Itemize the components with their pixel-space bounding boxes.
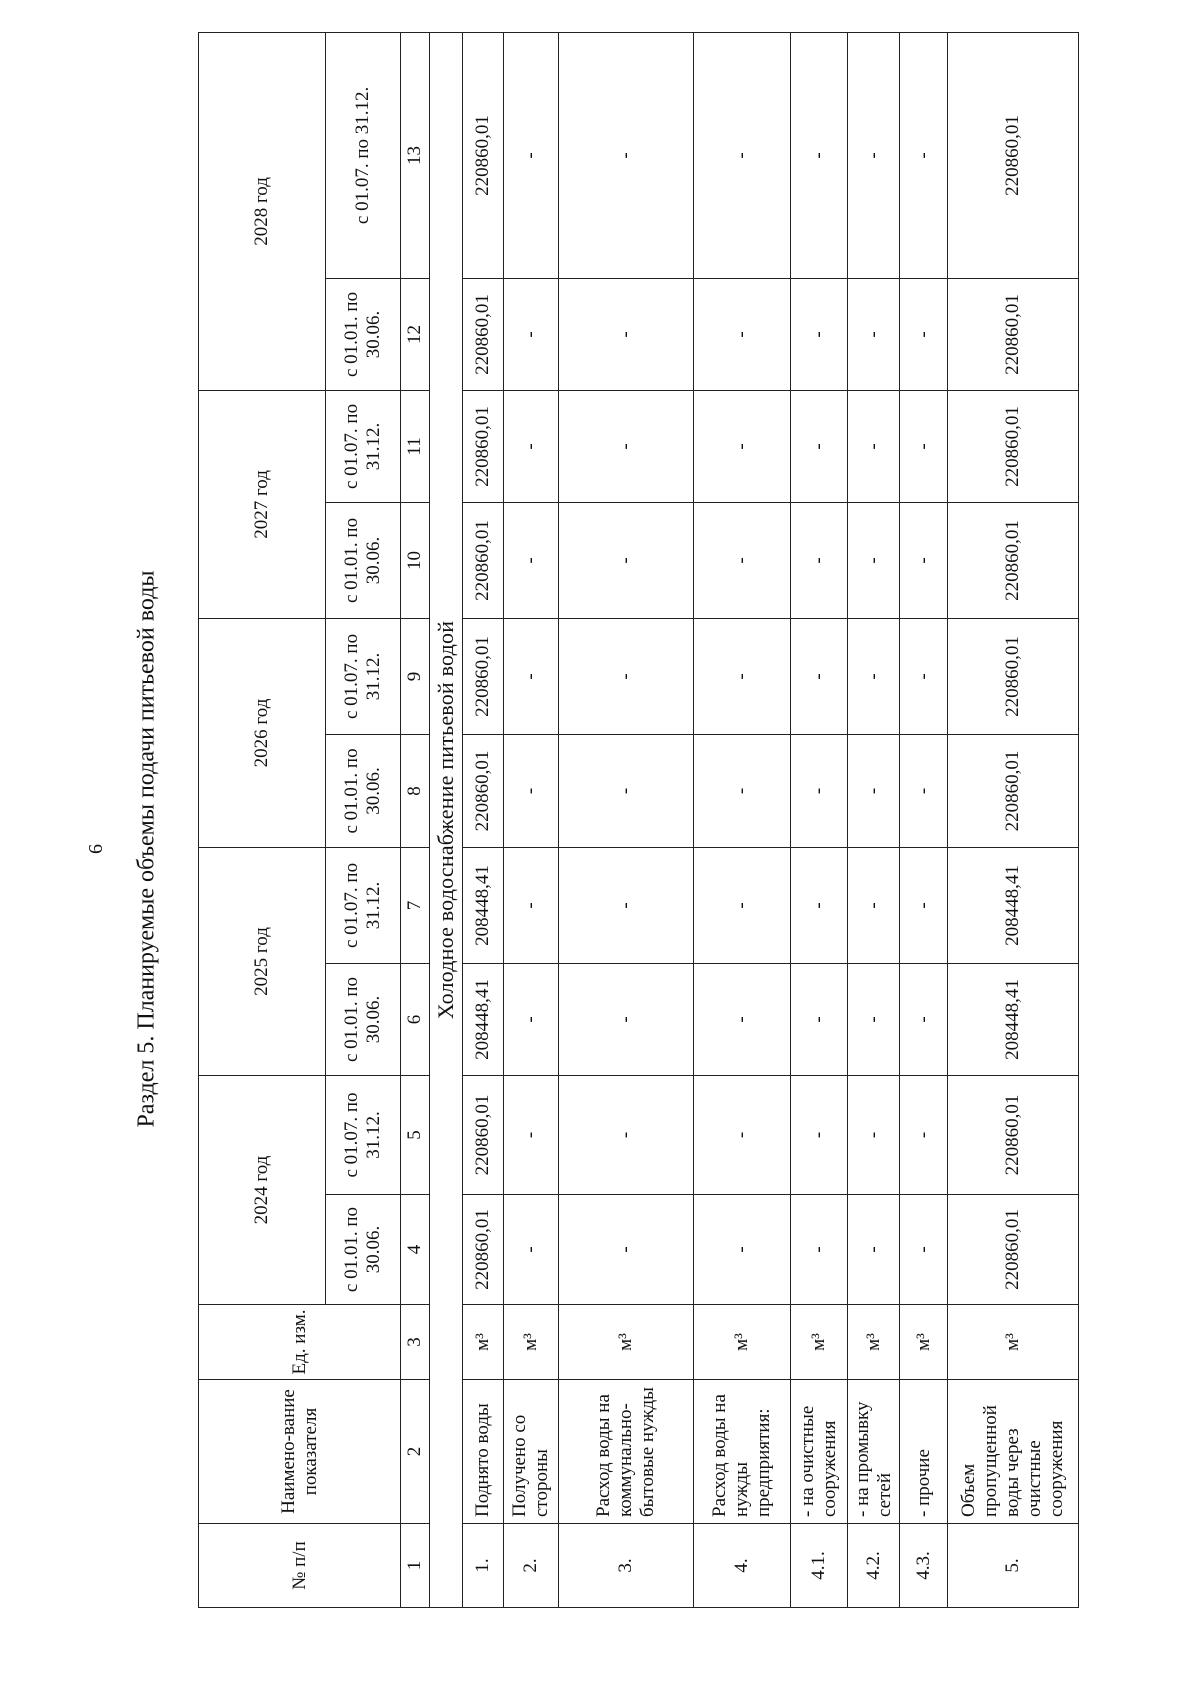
row-unit: м³	[947, 1305, 1078, 1380]
row-value: -	[790, 963, 847, 1075]
row-value: -	[900, 618, 947, 734]
column-number: 8	[401, 734, 430, 847]
section-row	[430, 32, 463, 1607]
water-supply-table	[198, 32, 1079, 1608]
row-value: -	[790, 278, 847, 390]
row-value: -	[503, 1195, 558, 1305]
row-value: -	[558, 963, 694, 1075]
row-value: 220860,01	[947, 390, 1078, 502]
row-value: 220860,01	[462, 618, 503, 734]
row-value: -	[558, 618, 694, 734]
row-value: -	[558, 32, 694, 278]
row-value: 220860,01	[947, 618, 1078, 734]
section-title-text: Раздел 5. Планируемые объемы подачи питьевой воды	[133, 570, 160, 1128]
row-name: - прочие	[900, 1380, 947, 1524]
row-unit: м³	[462, 1305, 503, 1380]
row-value: 208448,41	[947, 847, 1078, 963]
row-value: -	[503, 1075, 558, 1194]
row-value: -	[790, 390, 847, 502]
table-row	[462, 32, 503, 1607]
column-number: 13	[401, 32, 430, 278]
row-value: -	[694, 278, 791, 390]
row-value: 220860,01	[462, 1075, 503, 1194]
row-name: Получено со стороны	[503, 1380, 558, 1524]
column-number: 6	[401, 963, 430, 1075]
row-value: -	[847, 963, 899, 1075]
column-number: 7	[401, 847, 430, 963]
row-value: 220860,01	[462, 734, 503, 847]
row-unit: м³	[558, 1305, 694, 1380]
row-value: -	[558, 278, 694, 390]
header-period-second-half: с 01.07. по 31.12.	[325, 618, 400, 734]
table-row	[847, 32, 899, 1607]
row-unit: м³	[900, 1305, 947, 1380]
header-period-first-half: с 01.01. по 30.06.	[325, 502, 400, 618]
row-value: 220860,01	[462, 32, 503, 278]
row-value: -	[900, 963, 947, 1075]
header-unit: Ед. изм.	[199, 1305, 401, 1380]
row-name: Расход воды на коммунально-бытовые нужды	[558, 1380, 694, 1524]
header-name: Наимено-вание показателя	[199, 1380, 401, 1524]
row-value: 220860,01	[462, 278, 503, 390]
row-number: 4.1.	[790, 1524, 847, 1608]
table-row	[558, 32, 694, 1607]
column-number: 3	[401, 1305, 430, 1380]
row-value: -	[694, 1195, 791, 1305]
row-value: -	[847, 1075, 899, 1194]
column-number: 12	[401, 278, 430, 390]
row-value: -	[694, 734, 791, 847]
row-value: -	[847, 278, 899, 390]
header-period-second-half: с 01.07. по 31.12.	[325, 1075, 400, 1194]
row-value: -	[558, 1195, 694, 1305]
row-value: -	[847, 847, 899, 963]
row-value: -	[847, 390, 899, 502]
row-value: -	[847, 618, 899, 734]
header-period-first-half: с 01.01. по 30.06.	[325, 1195, 400, 1305]
row-value: -	[847, 32, 899, 278]
row-value: 208448,41	[462, 963, 503, 1075]
row-value: 208448,41	[462, 847, 503, 963]
row-value: -	[900, 734, 947, 847]
row-unit: м³	[694, 1305, 791, 1380]
section-label: Холодное водоснабжение питьевой водой	[430, 32, 463, 1607]
row-value: 208448,41	[947, 963, 1078, 1075]
row-value: 220860,01	[462, 502, 503, 618]
row-value: -	[790, 618, 847, 734]
page-number: 6	[84, 844, 107, 854]
row-number: 4.2.	[847, 1524, 899, 1608]
column-numbers-row	[401, 32, 430, 1607]
row-value: -	[694, 618, 791, 734]
row-value: -	[694, 963, 791, 1075]
column-number: 11	[401, 390, 430, 502]
row-name: Объем пропущенной воды через очистные сооружения	[947, 1380, 1078, 1524]
row-value: -	[900, 847, 947, 963]
header-year: 2025 год	[199, 847, 326, 1075]
row-value: -	[900, 32, 947, 278]
table-row	[694, 32, 791, 1607]
row-name: - на промывку сетей	[847, 1380, 899, 1524]
row-value: -	[847, 1195, 899, 1305]
header-period-second-half: с 01.07. по 31.12.	[325, 847, 400, 963]
header-row-years	[199, 32, 326, 1607]
table-body	[199, 32, 1079, 1607]
row-value: -	[503, 618, 558, 734]
row-value: -	[503, 32, 558, 278]
table-row	[503, 32, 558, 1607]
header-period-first-half: с 01.01. по 30.06.	[325, 734, 400, 847]
table-wrapper	[198, 33, 1079, 1608]
header-year: 2026 год	[199, 618, 326, 847]
header-year: 2028 год	[199, 32, 326, 390]
row-value: -	[503, 390, 558, 502]
row-number: 5.	[947, 1524, 1078, 1608]
row-name: Поднято воды	[462, 1380, 503, 1524]
header-year: 2024 год	[199, 1075, 326, 1304]
header-period-second-half: с 01.07. по 31.12.	[325, 390, 400, 502]
table-row	[790, 32, 847, 1607]
row-value: -	[790, 32, 847, 278]
table-row	[900, 32, 947, 1607]
row-name: Расход воды на нужды предприятия:	[694, 1380, 791, 1524]
table-row	[947, 32, 1078, 1607]
column-number: 5	[401, 1075, 430, 1194]
header-period-first-half: с 01.01. по 30.06.	[325, 278, 400, 390]
row-number: 3.	[558, 1524, 694, 1608]
row-number: 4.3.	[900, 1524, 947, 1608]
row-value: -	[503, 847, 558, 963]
header-period-first-half: с 01.01. по 30.06.	[325, 963, 400, 1075]
row-value: 220860,01	[947, 1195, 1078, 1305]
column-number: 9	[401, 618, 430, 734]
row-value: -	[790, 502, 847, 618]
column-number: 2	[401, 1380, 430, 1524]
row-value: -	[900, 278, 947, 390]
row-value: -	[900, 1075, 947, 1194]
row-number: 1.	[462, 1524, 503, 1608]
row-value: -	[503, 502, 558, 618]
row-value: -	[790, 734, 847, 847]
row-value: -	[900, 502, 947, 618]
row-value: -	[694, 502, 791, 618]
row-value: -	[790, 1195, 847, 1305]
row-value: 220860,01	[947, 1075, 1078, 1194]
row-value: -	[847, 734, 899, 847]
row-value: 220860,01	[947, 278, 1078, 390]
row-value: 220860,01	[947, 502, 1078, 618]
row-unit: м³	[503, 1305, 558, 1380]
row-value: -	[900, 1195, 947, 1305]
row-unit: м³	[790, 1305, 847, 1380]
row-value: -	[558, 1075, 694, 1194]
row-value: -	[503, 963, 558, 1075]
row-value: -	[503, 278, 558, 390]
row-value: -	[694, 847, 791, 963]
row-value: -	[790, 847, 847, 963]
header-period-second-half: с 01.07. по 31.12.	[325, 32, 400, 278]
column-number: 10	[401, 502, 430, 618]
row-value: -	[900, 390, 947, 502]
row-value: -	[558, 847, 694, 963]
row-name: - на очистные сооружения	[790, 1380, 847, 1524]
column-number: 4	[401, 1195, 430, 1305]
row-value: -	[847, 502, 899, 618]
row-value: 220860,01	[947, 32, 1078, 278]
row-value: -	[558, 734, 694, 847]
row-number: 4.	[694, 1524, 791, 1608]
row-value: -	[558, 390, 694, 502]
row-value: -	[694, 390, 791, 502]
row-value: 220860,01	[462, 1195, 503, 1305]
row-unit: м³	[847, 1305, 899, 1380]
row-number: 2.	[503, 1524, 558, 1608]
row-value: 220860,01	[947, 734, 1078, 847]
row-value: -	[790, 1075, 847, 1194]
row-value: -	[694, 1075, 791, 1194]
row-value: -	[694, 32, 791, 278]
column-number: 1	[401, 1524, 430, 1608]
row-value: -	[503, 734, 558, 847]
header-num: № п/п	[199, 1524, 401, 1608]
header-year: 2027 год	[199, 390, 326, 618]
row-value: -	[558, 502, 694, 618]
row-value: 220860,01	[462, 390, 503, 502]
